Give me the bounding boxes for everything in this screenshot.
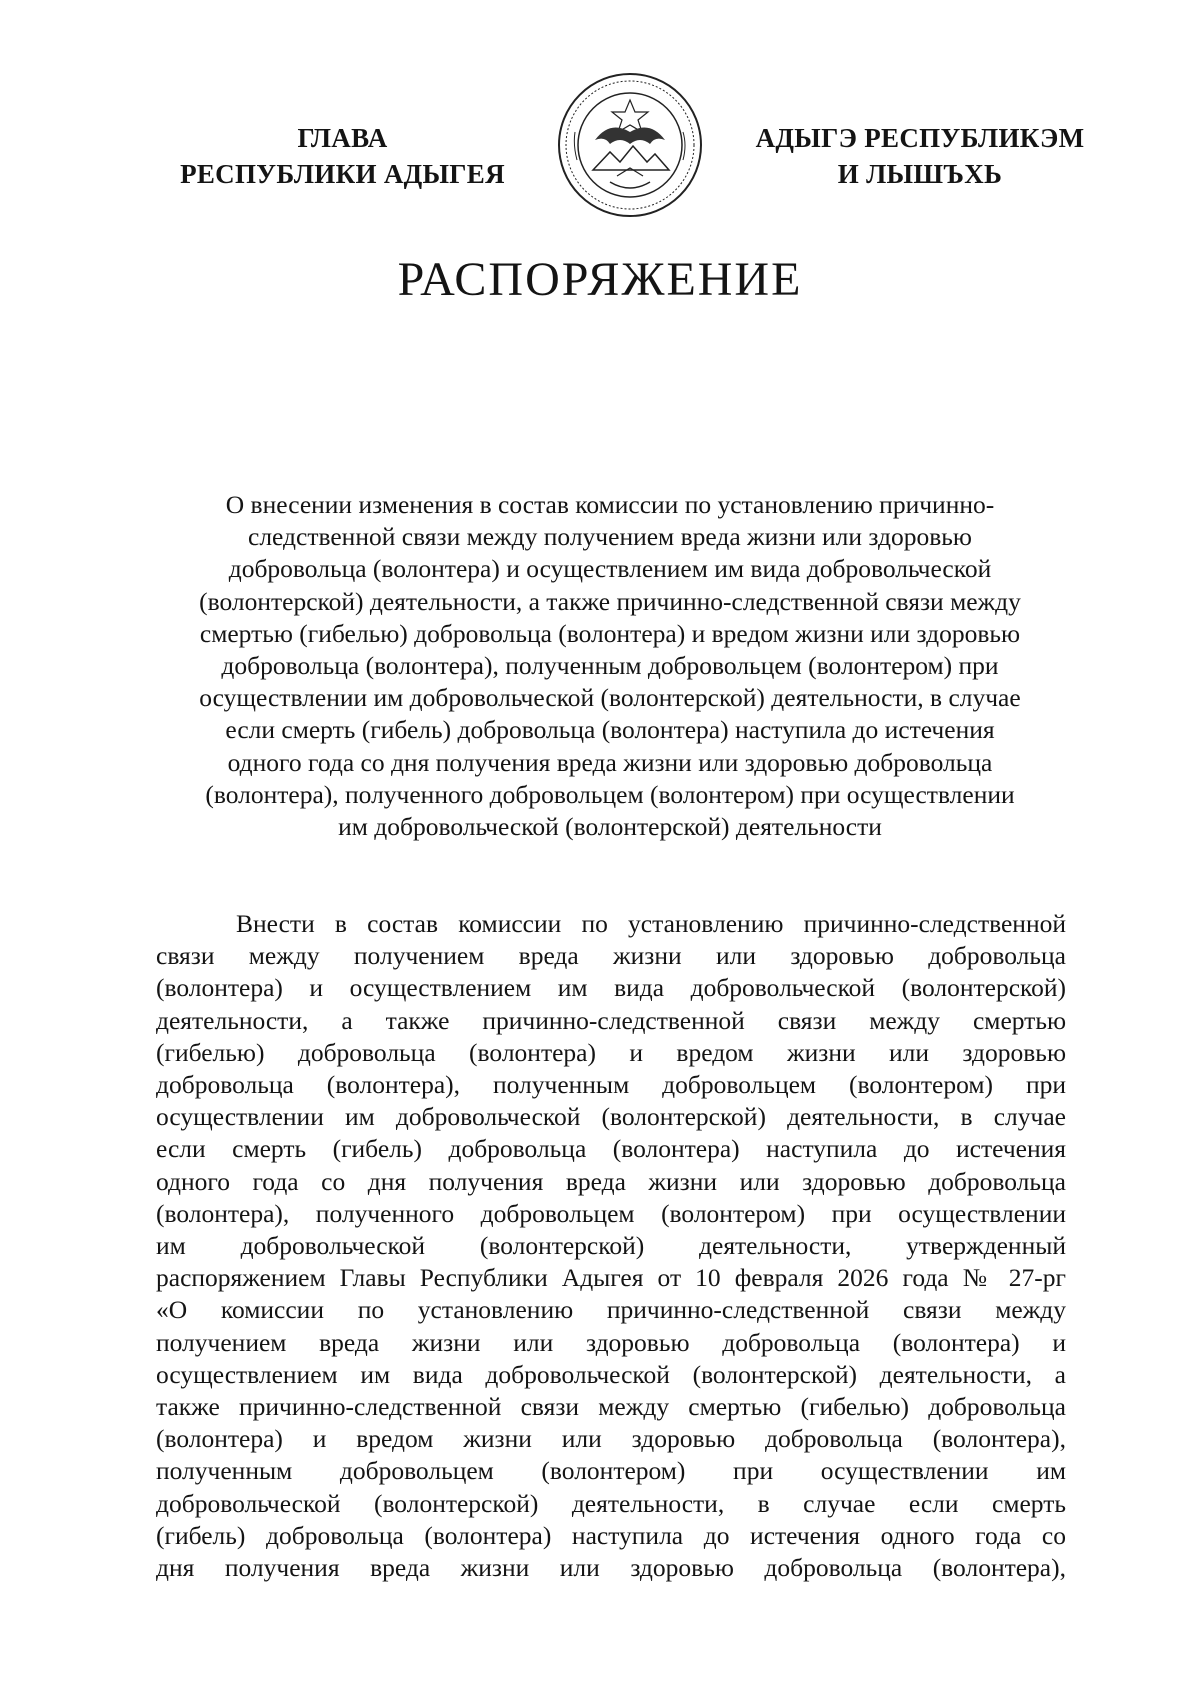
body-line: (гибелью) добровольца (волонтера) и вредом жизни или здоровью: [156, 1037, 1066, 1067]
coat-of-arms-seal-icon: [555, 70, 705, 220]
body-line: (волонтера), полученного добровольцем (волонтером) при осуществлении: [156, 1198, 1066, 1228]
document-type-title: РАСПОРЯЖЕНИЕ: [397, 253, 803, 306]
issuer-adyghe-line-1: АДЫГЭ РЕСПУБЛИКЭМ: [755, 123, 1085, 153]
body-line: добровольца (волонтера), полученным добровольцем (волонтером) при: [156, 1070, 1066, 1100]
body-line: связи между получением вреда жизни или здоровью добровольца: [156, 941, 1066, 971]
subject-line: смертью (гибелью) добровольца (волонтера) и вредом жизни или здоровью: [199, 618, 1021, 648]
subject-line: следственной связи между получением вреда жизни или здоровью: [248, 522, 972, 552]
body-line: добровольческой (волонтерской) деятельности, в случае если смерть: [156, 1488, 1066, 1518]
issuer-line-1: ГЛАВА: [297, 123, 388, 153]
body-line: распоряжением Главы Республики Адыгея от 10 февраля 2026 года № 27-рг: [156, 1263, 1066, 1293]
issuer-name-adyghe: [730, 120, 1110, 192]
subject-line: одного года со дня получения вреда жизни или здоровью добровольца: [227, 747, 993, 777]
subject-line: (волонтера), полученного добровольцем (волонтером) при осуществлении: [205, 779, 1015, 809]
subject-line: добровольца (волонтера) и осуществлением им вида добровольческой: [228, 554, 992, 584]
subject-line: осуществлении им добровольческой (волонтерской) деятельности, в случае: [199, 683, 1021, 713]
body-line: одного года со дня получения вреда жизни или здоровью добровольца: [156, 1166, 1066, 1196]
issuer-adyghe-line-2: И ЛЫШЪХЬ: [837, 159, 1003, 189]
document-body: [156, 908, 1066, 1584]
body-line: «О комиссии по установлению причинно-следственной связи между: [156, 1295, 1066, 1325]
body-line: (волонтера) и осуществлением им вида добровольческой (волонтерской): [156, 973, 1066, 1003]
document-subject: [150, 489, 1070, 843]
body-line: деятельности, а также причинно-следственной связи между смертью: [156, 1005, 1066, 1035]
subject-line: им добровольческой (волонтерской) деятельности: [338, 812, 882, 842]
body-line: осуществлением им вида добровольческой (волонтерской) деятельности, а: [156, 1359, 1066, 1389]
issuer-line-2: РЕСПУБЛИКИ АДЫГЕЯ: [180, 159, 505, 189]
subject-line: добровольца (волонтера), полученным добровольцем (волонтером) при: [221, 651, 999, 681]
issuer-name-russian: [150, 120, 535, 192]
body-line: также причинно-следственной связи между смертью (гибелью) добровольца: [156, 1392, 1066, 1422]
body-line: (волонтера) и вредом жизни или здоровью добровольца (волонтера),: [156, 1424, 1066, 1454]
body-line: полученным добровольцем (волонтером) при осуществлении им: [156, 1456, 1066, 1486]
body-line: если смерть (гибель) добровольца (волонтера) наступила до истечения: [156, 1134, 1066, 1164]
subject-line: (волонтерской) деятельности, а также причинно-следственной связи между: [199, 586, 1021, 616]
body-line: дня получения вреда жизни или здоровью добровольца (волонтера),: [156, 1553, 1066, 1583]
subject-line: О внесении изменения в состав комиссии по установлению причинно-: [225, 490, 995, 519]
body-line: (гибель) добровольца (волонтера) наступила до истечения одного года со: [156, 1520, 1066, 1550]
body-line: получением вреда жизни или здоровью добровольца (волонтера) и: [156, 1327, 1066, 1357]
subject-line: если смерть (гибель) добровольца (волонтера) наступила до истечения: [225, 715, 995, 745]
body-line: осуществлении им добровольческой (волонтерской) деятельности, в случае: [156, 1102, 1066, 1132]
body-line: им добровольческой (волонтерской) деятельности, утвержденный: [156, 1231, 1066, 1261]
body-line: Внести в состав комиссии по установлению причинно-следственной: [236, 909, 1066, 938]
